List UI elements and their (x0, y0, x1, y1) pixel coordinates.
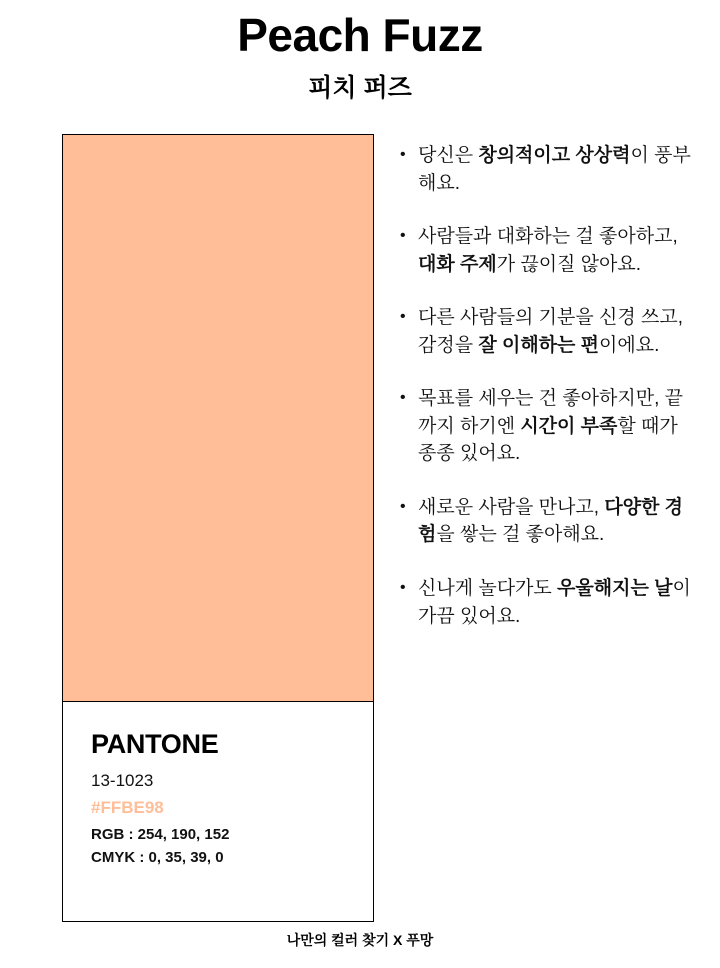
description-list (400, 134, 696, 656)
bullet-dot-icon: • (400, 579, 406, 597)
bullet-dot-icon: • (400, 497, 406, 515)
list-item (400, 575, 696, 630)
color-swatch-info (63, 701, 373, 921)
color-card-page (0, 8, 720, 968)
page-title: Peach Fuzz (237, 9, 483, 61)
page-subtitle: 피치 퍼즈 (308, 74, 412, 103)
list-item (400, 385, 696, 468)
bullet-dot-icon: • (400, 308, 406, 326)
list-item-text: 목표를 세우는 건 좋아하지만, 끝까지 하기엔 시간이 부족할 때가 종종 있어요. (418, 388, 683, 465)
main-content (0, 134, 720, 922)
pantone-code: 13-1023 (91, 770, 154, 790)
bullet-dot-icon: • (400, 389, 406, 407)
list-item (400, 142, 696, 197)
pantone-label: PANTONE (91, 729, 219, 759)
list-item-text: 다른 사람들의 기분을 신경 쓰고, 감정을 잘 이해하는 편이에요. (418, 307, 683, 356)
cmyk-value: CMYK : 0, 35, 39, 0 (91, 848, 224, 866)
color-swatch-fill (63, 135, 373, 701)
list-item (400, 304, 696, 359)
list-item-text: 신나게 놀다가도 우울해지는 날이 가끔 있어요. (418, 578, 691, 627)
list-item-text: 당신은 창의적이고 상상력이 풍부해요. (418, 145, 691, 194)
footer-credit: 나만의 컬러 찾기 X 푸망 (286, 932, 434, 948)
hex-value: #FFBE98 (91, 798, 164, 818)
bullet-dot-icon: • (400, 146, 406, 163)
rgb-value: RGB : 254, 190, 152 (91, 825, 230, 843)
list-item-text: 사람들과 대화하는 걸 좋아하고, 대화 주제가 끊이질 않아요. (418, 226, 678, 275)
list-item (400, 494, 696, 549)
list-item-text: 새로운 사람을 만나고, 다양한 경험을 쌓는 걸 좋아해요. (418, 496, 684, 546)
list-item (400, 223, 696, 278)
color-swatch-card (62, 134, 374, 922)
bullet-dot-icon: • (400, 227, 406, 245)
